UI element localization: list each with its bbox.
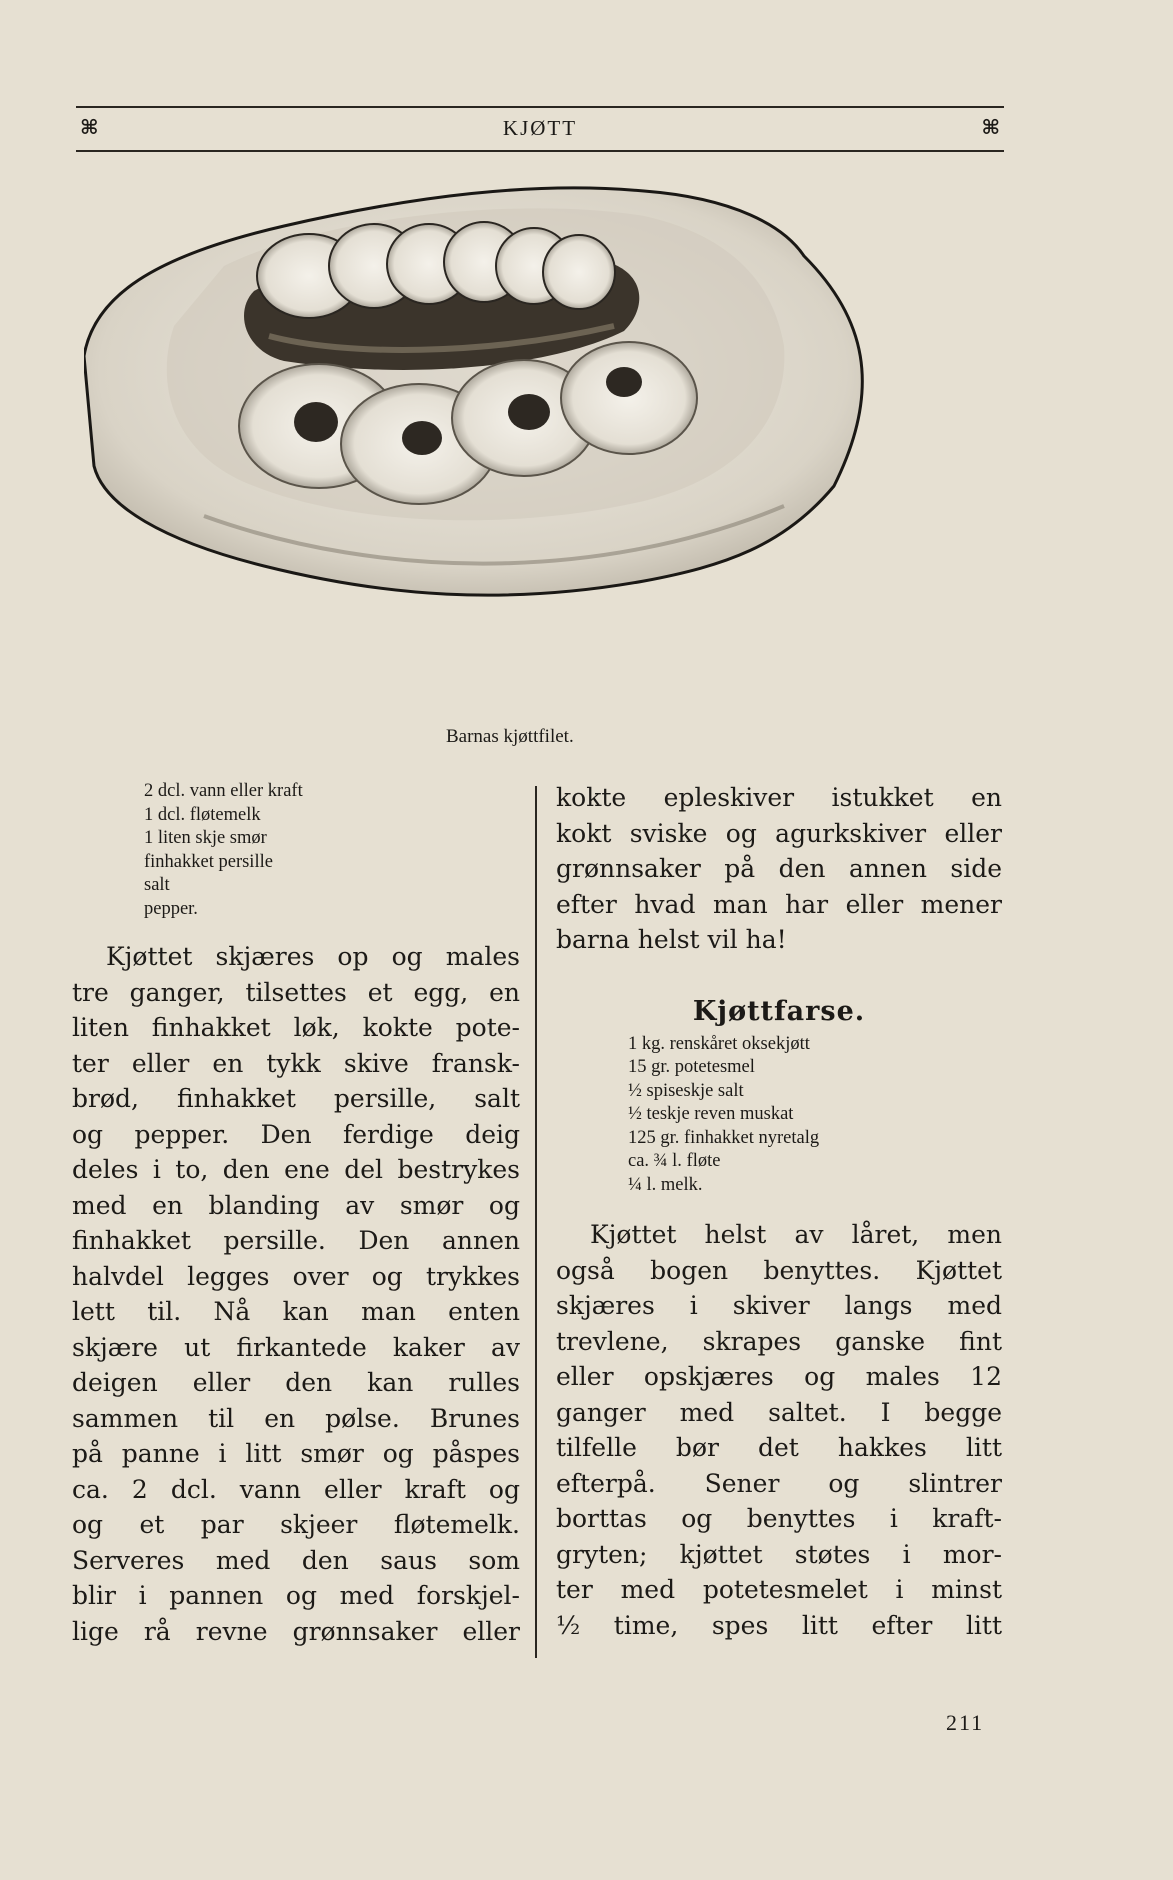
text-line: liten finhakket løk, kokte pote- [72, 1013, 520, 1042]
recipe-continuation [556, 780, 1002, 958]
text-line: skjæres i skiver langs med [556, 1291, 1002, 1320]
ornament-left-icon: ⌘ [80, 115, 99, 139]
text-line: borttas og benyttes i kraft- [556, 1504, 1002, 1533]
column-divider [535, 786, 537, 1658]
text-line: grønnsaker på den annen side [556, 854, 1002, 883]
photo-caption: Barnas kjøttfilet. [446, 726, 574, 747]
text-line: ganger med saltet. I begge [556, 1397, 1002, 1427]
ingredient: 1 kg. renskåret oksekjøtt [628, 1033, 810, 1054]
text-line: halvdel legges over og trykkes [72, 1261, 520, 1291]
ingredient: finhakket persille [144, 851, 273, 872]
text-line: blir i pannen og med forskjel- [72, 1581, 520, 1610]
text-line: gryten; kjøttet støtes i mor- [556, 1539, 1002, 1569]
recipe-heading: Kjøttfarse. [692, 995, 866, 1027]
text-line: og pepper. Den ferdige deig [72, 1119, 520, 1149]
text-line: også bogen benyttes. Kjøttet [556, 1255, 1002, 1285]
text-line: lett til. Nå kan man enten [72, 1297, 520, 1326]
ingredient: 1 dcl. fløtemelk [144, 804, 261, 825]
meat-fillet-photo [84, 186, 1012, 706]
ingredient: salt [144, 875, 170, 895]
recipe-body [556, 1217, 1002, 1643]
text-line: eller opskjæres og males 12 [556, 1362, 1002, 1391]
text-line: tilfelle bør det hakkes litt [556, 1433, 1002, 1462]
ingredient-list [72, 780, 520, 921]
text-line: deles i to, den ene del bestrykes [72, 1155, 520, 1184]
text-line: Serveres med den saus som [72, 1545, 520, 1575]
text-line: skjære ut firkantede kaker av [72, 1332, 520, 1362]
text-line: ter eller en tykk skive fransk- [72, 1048, 520, 1078]
text-line: efter hvad man har eller mener [556, 889, 1002, 919]
text-line: trevlene, skrapes ganske fint [556, 1326, 1002, 1356]
running-header [76, 106, 1004, 152]
left-column [72, 780, 520, 1649]
text-line: ca. 2 dcl. vann eller kraft og [72, 1474, 520, 1504]
text-line: barna helst vil ha! [556, 925, 787, 954]
ingredient-list [556, 1033, 1002, 1198]
ingredient: pepper. [144, 898, 198, 919]
right-column [556, 780, 1002, 1643]
ingredient: ½ teskje reven muskat [628, 1104, 794, 1124]
ingredient: 125 gr. finhakket nyretalg [628, 1127, 820, 1148]
text-line: med en blanding av smør og [72, 1190, 520, 1220]
text-line: brød, finhakket persille, salt [72, 1084, 520, 1113]
text-line: kokte epleskiver istukket en [556, 783, 1002, 812]
text-line: ter med potetesmelet i minst [556, 1575, 1002, 1604]
ingredient: 1 liten skje smør [144, 828, 267, 848]
text-line: på panne i litt smør og påspes [72, 1439, 520, 1468]
ingredient: ½ spiseskje salt [628, 1080, 744, 1101]
text-line: sammen til en pølse. Brunes [72, 1403, 520, 1433]
ornament-right-icon: ⌘ [981, 115, 1000, 139]
text-line: Kjøttet helst av låret, men [590, 1220, 1002, 1249]
text-line: Kjøttet skjæres op og males [106, 942, 520, 971]
text-line: deigen eller den kan rulles [72, 1368, 520, 1397]
ingredient: ca. ¾ l. fløte [628, 1151, 721, 1171]
ingredient: 2 dcl. vann eller kraft [144, 781, 303, 801]
page-number: 211 [946, 1710, 985, 1735]
ingredient: ¼ l. melk. [628, 1174, 703, 1195]
text-line: finhakket persille. Den annen [72, 1226, 520, 1255]
text-line: kokt sviske og agurkskiver eller [556, 818, 1002, 848]
header-title: KJØTT [502, 116, 578, 140]
text-line: lige rå revne grønnsaker eller [72, 1616, 520, 1646]
text-line: og et par skjeer fløtemelk. [72, 1510, 520, 1539]
text-line: tre ganger, tilsettes et egg, en [72, 977, 520, 1007]
text-line: efterpå. Sener og slintrer [556, 1468, 1002, 1498]
ingredient: 15 gr. potetesmel [628, 1057, 755, 1077]
text-line: ½ time, spes litt efter litt [556, 1610, 1002, 1640]
recipe-body [72, 939, 520, 1649]
